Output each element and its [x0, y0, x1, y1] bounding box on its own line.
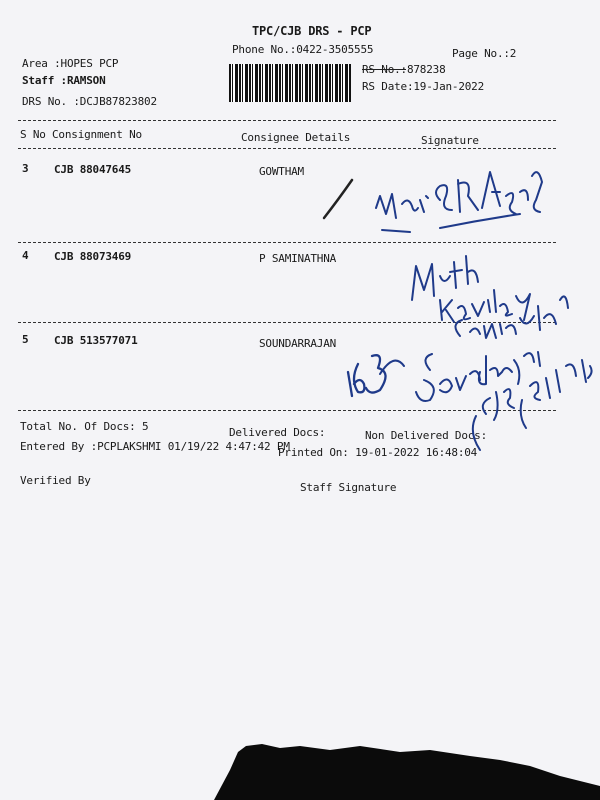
row-consignee: GOWTHAM — [259, 165, 304, 178]
non-delivered-docs: Non Delivered Docs: — [365, 429, 488, 442]
page-number: Page No.:2 — [452, 47, 517, 60]
column-header-sno: S No — [20, 128, 46, 141]
phone-number: Phone No.:0422-3505555 — [232, 43, 374, 56]
column-header-signature: Signature — [421, 134, 479, 147]
total-docs: Total No. Of Docs: 5 — [20, 420, 149, 433]
rs-number: RS No.:878238 — [362, 63, 446, 76]
row-sno: 5 — [22, 333, 29, 346]
row-consignment-no: CJB 88073469 — [54, 250, 132, 263]
entered-by: Entered By :PCPLAKSHMI 01/19/22 4:47:42 PM — [20, 440, 290, 453]
column-header-consignment: Consignment No — [52, 128, 142, 141]
row-consignee: P SAMINATHNA — [259, 252, 337, 265]
drs-number: DRS No. :DCJB87823802 — [22, 95, 157, 108]
row-consignment-no: CJB 513577071 — [54, 334, 138, 347]
row-consignment-no: CJB 88047645 — [54, 163, 132, 176]
printed-on: Printed On: 19-01-2022 16:48:04 — [278, 446, 478, 459]
column-header-consignee: Consignee Details — [241, 131, 351, 144]
staff-signature-label: Staff Signature — [300, 481, 397, 494]
delivered-docs: Delivered Docs: — [229, 426, 326, 439]
row-sno: 4 — [22, 249, 29, 262]
document-title: TPC/CJB DRS - PCP — [252, 24, 372, 38]
area-field: Area :HOPES PCP — [22, 57, 119, 70]
verified-by-label: Verified By — [20, 474, 91, 487]
row-consignee: SOUNDARRAJAN — [259, 337, 337, 350]
staff-field: Staff :RAMSON — [22, 74, 106, 87]
rs-date: RS Date:19-Jan-2022 — [362, 80, 485, 93]
row-sno: 3 — [22, 162, 29, 175]
